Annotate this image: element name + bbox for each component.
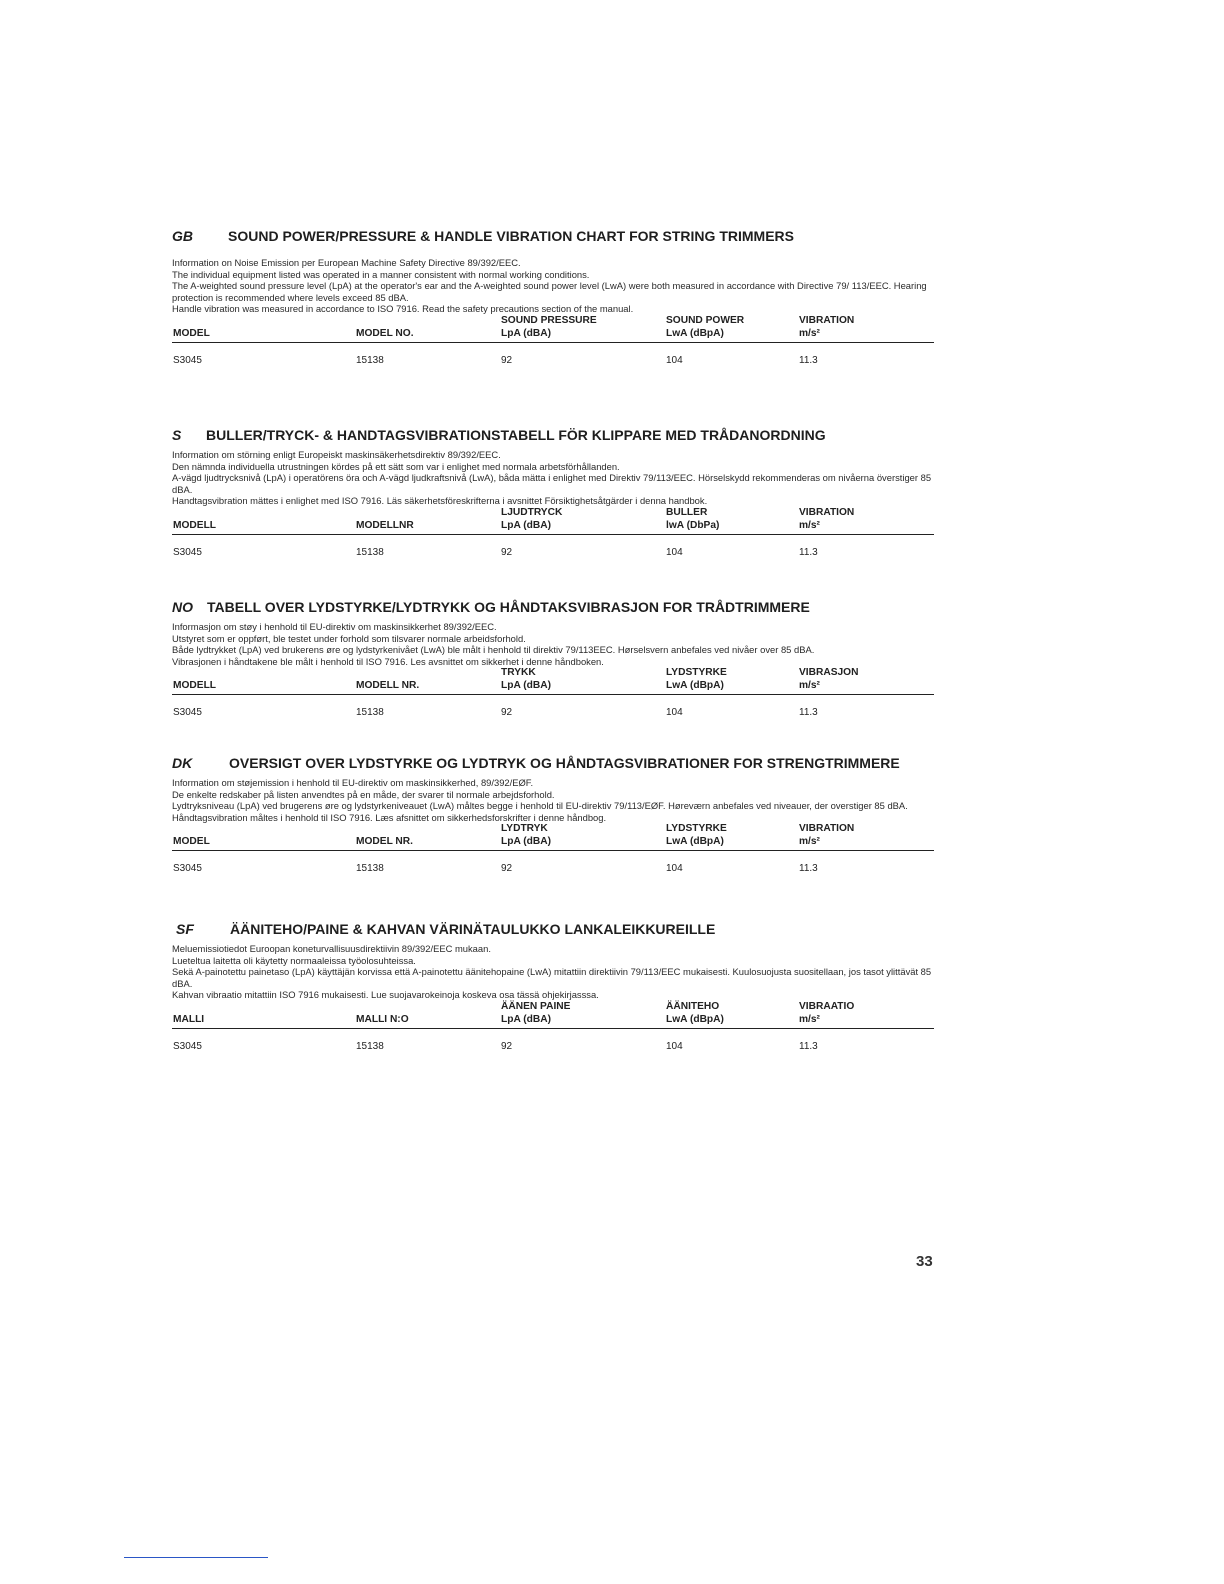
table-header bbox=[172, 823, 934, 848]
section-heading bbox=[172, 598, 934, 616]
table-header bbox=[172, 315, 934, 340]
text-line: Information om støjemission i henhold til EU-direktiv om maskinsikkerhed, 89/392/EØF. bbox=[172, 777, 534, 788]
cell-model: S3045 bbox=[173, 546, 202, 558]
col-vibration-header: VIBRASJON bbox=[799, 667, 859, 679]
col-power-unit: lwA (DbPa) bbox=[666, 519, 720, 531]
cell-vibration: 11.3 bbox=[799, 354, 818, 366]
text-line: Håndtagsvibration måltes i henhold til ISO 7916. Læs afsnittet om sikkerhedsforskrifter i denne håndbog. bbox=[172, 811, 607, 823]
table-header bbox=[172, 667, 934, 692]
cell-pressure: 92 bbox=[501, 863, 513, 875]
col-pressure-unit: LpA (dBA) bbox=[501, 519, 551, 531]
text-line: Informasjon om støy i henhold til EU-direktiv om maskinsikkerhet 89/392/EEC. bbox=[172, 621, 497, 632]
table-rule bbox=[172, 342, 934, 343]
table-row bbox=[172, 1041, 934, 1055]
col-vibration-unit: m/s² bbox=[799, 680, 820, 692]
cell-model-no: 15138 bbox=[356, 1040, 384, 1052]
col-model-header: MALLI bbox=[173, 1013, 205, 1025]
section-title: OVERSIGT OVER LYDSTYRKE OG LYDTRYK OG HÅNDTAGSVIBRATIONER FOR STRENGTRIMMERE bbox=[229, 755, 900, 771]
table-rule bbox=[172, 534, 934, 535]
language-code: DK bbox=[172, 755, 193, 771]
col-model-header: MODEL bbox=[173, 836, 210, 848]
text-line: Information on Noise Emission per European Machine Safety Directive 89/392/EEC. bbox=[172, 257, 521, 268]
cell-model: S3045 bbox=[173, 863, 202, 875]
cell-vibration: 11.3 bbox=[799, 707, 818, 719]
col-vibration-unit: m/s² bbox=[799, 836, 820, 848]
text-line: Kahvan vibraatio mitattiin ISO 7916 mukaisesti. Lue suojavarokeinoja koskeva osa tässä ohjekirjasssa. bbox=[172, 989, 599, 1001]
cell-pressure: 92 bbox=[501, 707, 513, 719]
col-power-unit: LwA (dBpA) bbox=[666, 1013, 724, 1025]
section-dk bbox=[172, 754, 934, 877]
col-vibration-header: VIBRATION bbox=[799, 314, 855, 326]
table-row bbox=[172, 707, 934, 721]
col-power-unit: LwA (dBpA) bbox=[666, 836, 724, 848]
section-title: SOUND POWER/PRESSURE & HANDLE VIBRATION CHART FOR STRING TRIMMERS bbox=[228, 228, 794, 244]
table-row bbox=[172, 863, 934, 877]
col-pressure-unit: LpA (dBA) bbox=[501, 836, 551, 848]
section-title: ÄÄNITEHO/PAINE & KAHVAN VÄRINÄTAULUKKO LANKALEIKKUREILLE bbox=[230, 921, 716, 937]
col-vibration-unit: m/s² bbox=[799, 519, 820, 531]
table-header bbox=[172, 507, 934, 532]
table-row bbox=[172, 355, 934, 369]
col-pressure-unit: LpA (dBA) bbox=[501, 327, 551, 339]
col-power-header: LYDSTYRKE bbox=[666, 667, 727, 679]
cell-model-no: 15138 bbox=[356, 707, 384, 719]
section-text bbox=[172, 257, 934, 315]
language-code: S bbox=[172, 427, 182, 443]
cell-pressure: 92 bbox=[501, 354, 513, 366]
col-vibration-unit: m/s² bbox=[799, 1013, 820, 1025]
text-line: De enkelte redskaber på listen anvendtes på en måde, der svarer til normale arbejdsforhold. bbox=[172, 788, 555, 800]
col-vibration-header: VIBRAATIO bbox=[799, 1000, 855, 1012]
section-heading bbox=[172, 227, 934, 245]
cell-model-no: 15138 bbox=[356, 546, 384, 558]
col-model-no-header: MALLI N:O bbox=[356, 1013, 409, 1025]
language-code: NO bbox=[172, 599, 193, 615]
section-heading bbox=[172, 426, 934, 444]
section-title: TABELL OVER LYDSTYRKE/LYDTRYKK OG HÅNDTAKSVIBRASJON FOR TRÅDTRIMMERE bbox=[207, 599, 810, 615]
section-text bbox=[172, 943, 934, 1001]
text-line: Vibrasjonen i håndtakene ble målt i henhold til ISO 7916. Les avsnittet om sikkerhet i denne håndboken. bbox=[172, 655, 604, 667]
cell-model: S3045 bbox=[173, 1040, 202, 1052]
section-text bbox=[172, 449, 934, 507]
text-line: Handle vibration was measured in accordance to ISO 7916. Read the safety precautions section of the manual. bbox=[172, 303, 634, 315]
col-model-no-header: MODEL NO. bbox=[356, 327, 414, 339]
col-model-no-header: MODELL NR. bbox=[356, 680, 420, 692]
col-pressure-header: LYDTRYK bbox=[501, 823, 548, 835]
section-heading bbox=[172, 754, 934, 772]
col-pressure-unit: LpA (dBA) bbox=[501, 1013, 551, 1025]
cell-model: S3045 bbox=[173, 707, 202, 719]
col-pressure-header: LJUDTRYCK bbox=[501, 506, 563, 518]
table-row bbox=[172, 547, 934, 561]
language-code: GB bbox=[172, 228, 193, 244]
col-power-unit: LwA (dBpA) bbox=[666, 680, 724, 692]
text-line: Lueteltua laitetta oli käytetty normaaleissa työolosuhteissa. bbox=[172, 954, 416, 966]
col-pressure-header: TRYKK bbox=[501, 667, 536, 679]
cell-pressure: 92 bbox=[501, 546, 513, 558]
language-code: SF bbox=[176, 921, 194, 937]
section-s bbox=[172, 426, 934, 561]
cell-vibration: 11.3 bbox=[799, 546, 818, 558]
section-text bbox=[172, 621, 934, 667]
section-text bbox=[172, 777, 934, 823]
cell-power: 104 bbox=[666, 863, 683, 875]
text-line: Både lydtrykket (LpA) ved brukerens øre og lydstyrkenivået (LwA) ble målt i henhold til direktiv 79/113EEC. Hørselsvern anbefales ved nivåer over 85 dBA. bbox=[172, 644, 815, 656]
cell-model: S3045 bbox=[173, 354, 202, 366]
table-rule bbox=[172, 694, 934, 695]
col-model-header: MODELL bbox=[173, 680, 217, 692]
col-model-header: MODELL bbox=[173, 519, 217, 531]
cell-model-no: 15138 bbox=[356, 354, 384, 366]
text-line: Den nämnda individuella utrustningen kördes på ett sätt som var i enlighet med normala arbetsförhållanden. bbox=[172, 460, 620, 472]
col-model-no-header: MODELLNR bbox=[356, 519, 414, 531]
text-line: Handtagsvibration mättes i enlighet med ISO 7916. Läs säkerhetsföreskrifterna i avsnittet Försiktighetsåtgärder i denna handbok. bbox=[172, 495, 708, 507]
text-line: Meluemissiotiedot Euroopan koneturvallisuusdirektiivin 89/392/EEC mukaan. bbox=[172, 943, 491, 954]
col-model-header: MODEL bbox=[173, 327, 210, 339]
cell-power: 104 bbox=[666, 707, 683, 719]
col-vibration-header: VIBRATION bbox=[799, 823, 855, 835]
col-power-header: SOUND POWER bbox=[666, 314, 745, 326]
col-pressure-unit: LpA (dBA) bbox=[501, 680, 551, 692]
section-no bbox=[172, 598, 934, 721]
col-pressure-header: ÄÄNEN PAINE bbox=[501, 1000, 571, 1012]
col-pressure-header: SOUND PRESSURE bbox=[501, 314, 597, 326]
col-power-unit: LwA (dBpA) bbox=[666, 327, 724, 339]
col-power-header: BULLER bbox=[666, 506, 708, 518]
footer-rule bbox=[124, 1557, 268, 1558]
cell-power: 104 bbox=[666, 1040, 683, 1052]
col-vibration-unit: m/s² bbox=[799, 327, 820, 339]
text-line: Lydtryksniveau (LpA) ved brugerens øre og lydstyrkeniveauet (LwA) måltes begge i henhold til EU-direktiv 79/113/EØF. Høreværn anbefales ved niveauer, der overstiger 85 dBA. bbox=[172, 800, 908, 812]
table-rule bbox=[172, 850, 934, 851]
table-header bbox=[172, 1001, 934, 1026]
cell-vibration: 11.3 bbox=[799, 863, 818, 875]
section-gb bbox=[172, 227, 934, 369]
col-power-header: LYDSTYRKE bbox=[666, 823, 727, 835]
table-rule bbox=[172, 1028, 934, 1029]
cell-pressure: 92 bbox=[501, 1040, 513, 1052]
text-line: A-vägd ljudtrycksnivå (LpA) i operatörens öra och A-vägd ljudkraftsnivå (LwA), båda mätta i enlighet med Direktiv 79/113/EEC. Hörselskydd rekommenderas om nivåerna överstiger 85 dBA. bbox=[172, 472, 932, 495]
text-line: The individual equipment listed was operated in a manner consistent with normal working conditions. bbox=[172, 268, 590, 280]
cell-model-no: 15138 bbox=[356, 863, 384, 875]
page-number: 33 bbox=[916, 1253, 933, 1270]
section-title: BULLER/TRYCK- & HANDTAGSVIBRATIONSTABELL FÖR KLIPPARE MED TRÅDANORDNING bbox=[206, 427, 826, 443]
col-power-header: ÄÄNITEHO bbox=[666, 1000, 720, 1012]
cell-power: 104 bbox=[666, 354, 683, 366]
col-vibration-header: VIBRATION bbox=[799, 506, 855, 518]
text-line: Information om störning enligt Europeiskt maskinsäkerhetsdirektiv 89/392/EEC. bbox=[172, 449, 501, 460]
text-line: Sekä A-painotettu painetaso (LpA) käyttäjän korvissa että A-painotettu äänitehopaine (LwA) mitattiin direktiivin 79/113/EEC mukaisesti. Kuulosuojusta suositellaan, jos tasot ylittävät 85 dBA. bbox=[172, 966, 932, 989]
section-heading bbox=[172, 920, 934, 938]
cell-vibration: 11.3 bbox=[799, 1040, 818, 1052]
section-sf bbox=[172, 920, 934, 1055]
cell-power: 104 bbox=[666, 546, 683, 558]
text-line: Utstyret som er oppført, ble testet under forhold som tilsvarer normale arbeidsforhold. bbox=[172, 632, 526, 644]
col-model-no-header: MODEL NR. bbox=[356, 836, 413, 848]
text-line: The A-weighted sound pressure level (LpA) at the operator's ear and the A-weighted sound power level (LwA) were both measured in accordance with Directive 79/ 113/EEC. Hearing protection is recommended where levels exceed 85 dBA. bbox=[172, 280, 927, 303]
